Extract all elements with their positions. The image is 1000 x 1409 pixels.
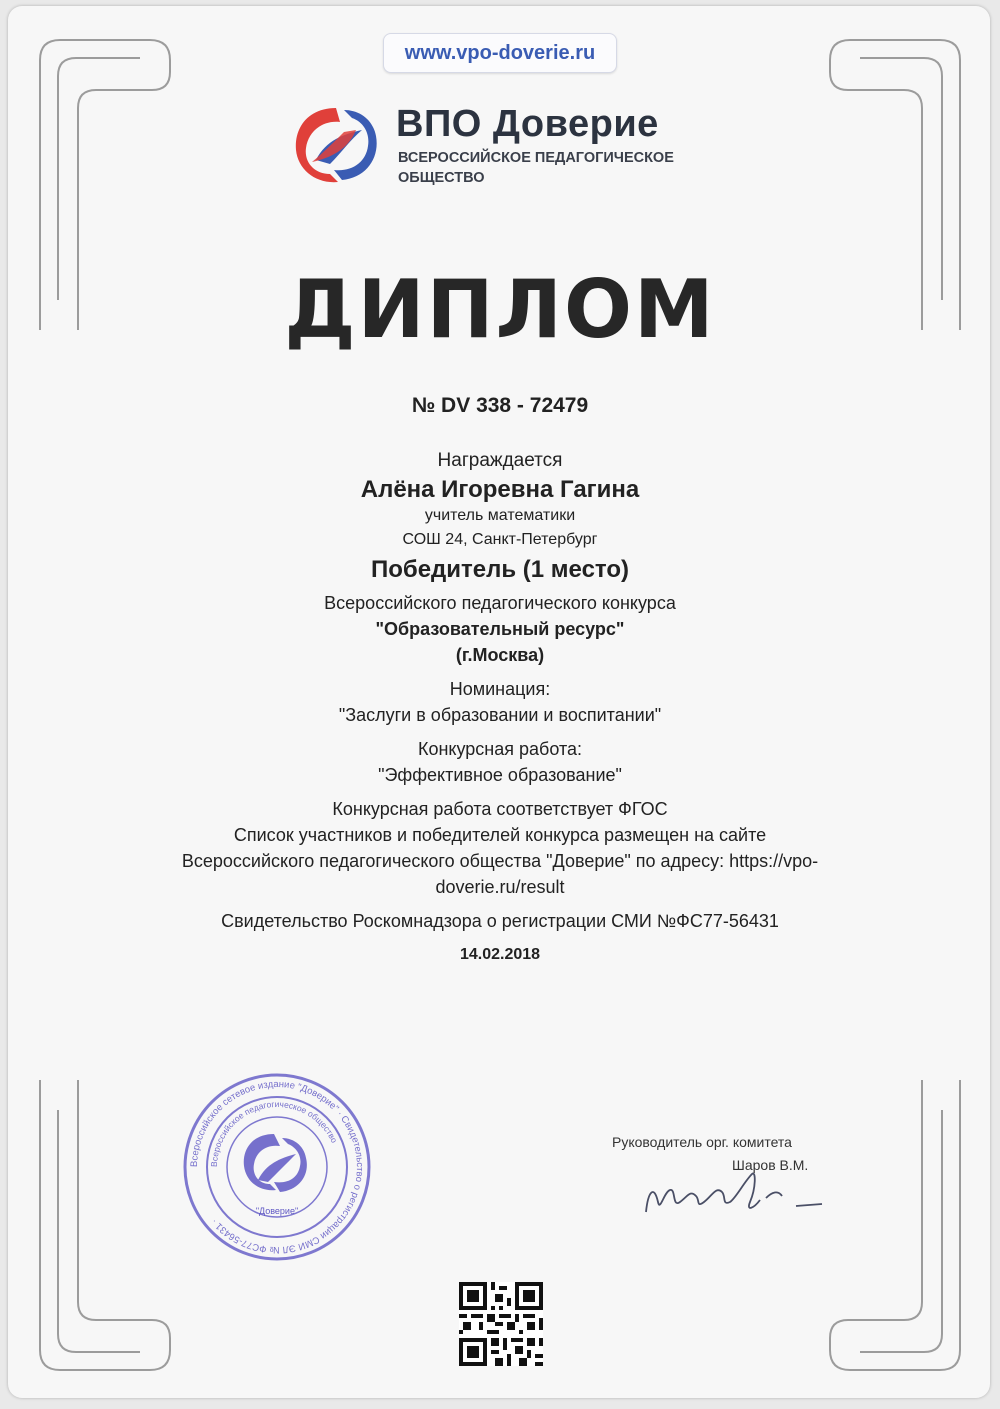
stamp-inner-text: Всероссийское педагогическое общество: [208, 1098, 340, 1168]
recipient-position: учитель математики: [424, 507, 576, 524]
handwritten-signature: [636, 1162, 836, 1224]
seal-stamp-icon: [182, 1072, 372, 1262]
list-note-1: Список участников и победителей конкурса размещен на сайте: [233, 825, 767, 845]
recipient-school: СОШ 24, Санкт-Петербург: [402, 531, 598, 548]
diploma-body: [150, 394, 850, 964]
website-link[interactable]: www.vpo-doverie.ru: [383, 33, 617, 73]
work-value: "Эффективное образование": [378, 765, 622, 785]
work-label: Конкурсная работа:: [417, 739, 583, 759]
diploma-number: № DV 338 - 72479: [411, 394, 589, 417]
nomination-label: Номинация:: [449, 679, 551, 699]
fgos-note: Конкурсная работа соответствует ФГОС: [332, 799, 668, 819]
contest-line: Всероссийского педагогического конкурса: [324, 593, 676, 613]
list-note-2: Всероссийского педагогического общества "Доверие" по адресу: https://vpo-: [181, 851, 819, 871]
stamp-center-text: "Доверие": [255, 1206, 299, 1216]
recipient-name: Алёна Игоревна Гагина: [360, 476, 640, 503]
contest-city: (г.Москва): [455, 645, 545, 665]
registration-note: Свидетельство Роскомнадзора о регистрации СМИ №ФС77-56431: [221, 911, 779, 931]
signatory-title: Руководитель орг. комитета: [612, 1134, 792, 1150]
brand-name: ВПО Доверие: [396, 103, 659, 145]
list-note-3: doverie.ru/result: [435, 877, 565, 897]
stamp-outer-text: Всероссийское сетевое издание "Доверие" · Свидетельство о регистрации СМИ ЭЛ № ФС77-56431 ·: [188, 1078, 366, 1256]
brand-logo-icon: [286, 100, 386, 188]
document-title: ДИПЛОМ: [284, 263, 716, 356]
signatory-name: Шаров В.М.: [732, 1157, 809, 1173]
awarded-label: Награждается: [437, 450, 563, 471]
contest-name: "Образовательный ресурс": [375, 619, 625, 639]
nomination-value: "Заслуги в образовании и воспитании": [338, 705, 662, 725]
qr-code-icon[interactable]: [459, 1282, 543, 1366]
brand-subtitle: ВСЕРОССИЙСКОЕ ПЕДАГОГИЧЕСКОЕ ОБЩЕСТВО: [398, 150, 674, 186]
award-title: Победитель (1 место): [370, 556, 630, 583]
issue-date: 14.02.2018: [459, 946, 541, 963]
